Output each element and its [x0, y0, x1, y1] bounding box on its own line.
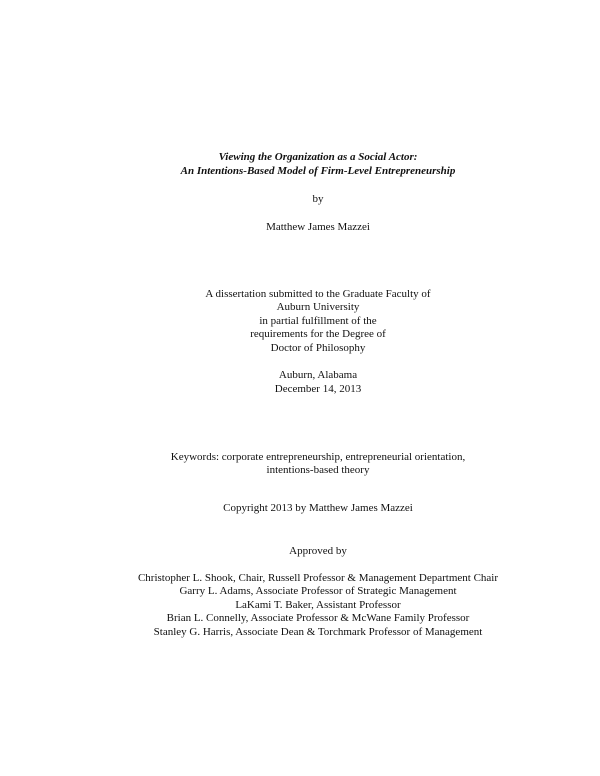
committee-member: Christopher L. Shook, Chair, Russell Professor & Management Department Chair — [137, 572, 499, 584]
committee-member: Garry L. Adams, Associate Professor of Strategic Management — [179, 585, 457, 597]
approved-by-label: Approved by — [289, 545, 347, 557]
committee-member: Stanley G. Harris, Associate Dean & Torchmark Professor of Management — [153, 626, 483, 638]
submission-line-3: in partial fulfillment of the — [259, 315, 377, 327]
author-name: Matthew James Mazzei — [266, 221, 370, 233]
submission-line-1: A dissertation submitted to the Graduate Faculty of — [205, 288, 431, 300]
submission-line-5: Doctor of Philosophy — [270, 342, 366, 354]
submission-line-4: requirements for the Degree of — [250, 328, 386, 340]
title-line-2: An Intentions-Based Model of Firm-Level Entrepreneurship — [180, 165, 456, 177]
committee-member: LaKami T. Baker, Assistant Professor — [235, 599, 401, 611]
keywords-line-1: Keywords: corporate entrepreneurship, entrepreneurial orientation, — [170, 451, 466, 463]
title-line-1: Viewing the Organization as a Social Actor: — [218, 151, 418, 163]
submission-line-2: Auburn University — [276, 301, 360, 313]
place: Auburn, Alabama — [278, 369, 358, 381]
keywords-line-2: intentions-based theory — [266, 464, 370, 476]
copyright: Copyright 2013 by Matthew James Mazzei — [223, 502, 413, 514]
committee-member: Brian L. Connelly, Associate Professor & McWane Family Professor — [166, 612, 470, 624]
date: December 14, 2013 — [274, 383, 362, 395]
by-label: by — [312, 193, 324, 205]
